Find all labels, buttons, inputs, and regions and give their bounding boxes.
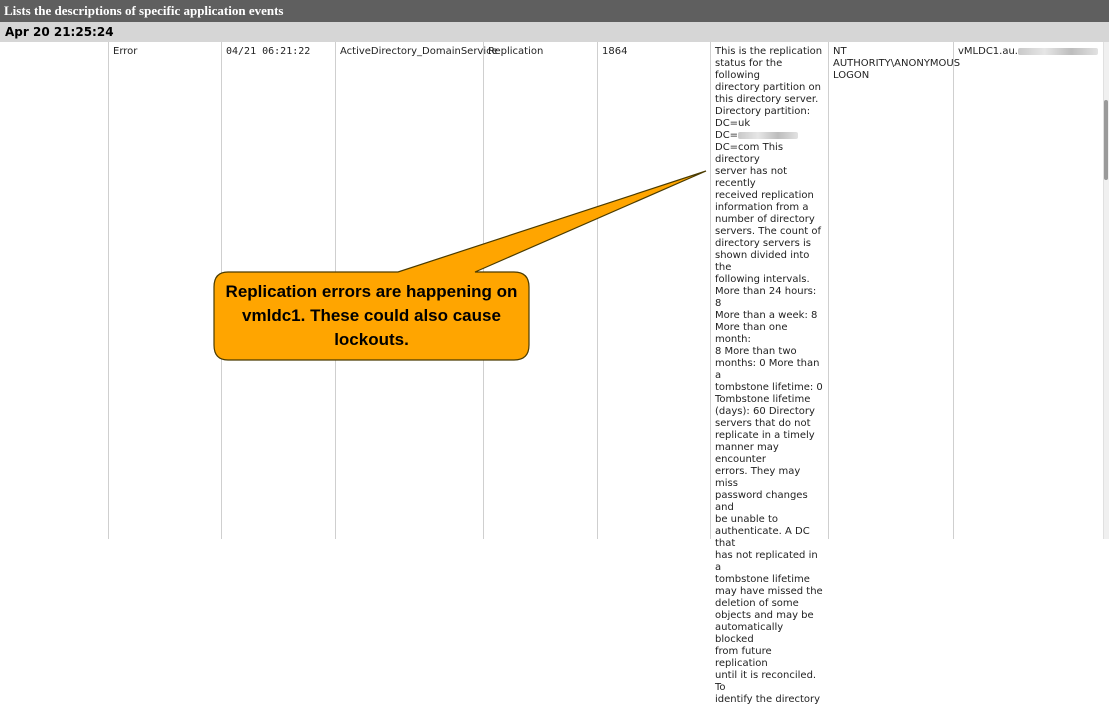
description-line: has not replicated in a <box>715 550 818 573</box>
description-line: automatically blocked <box>715 622 784 645</box>
description-line: More than one month: <box>715 322 788 345</box>
description-line: server has not recently <box>715 166 788 189</box>
group-date: Apr 20 21:25:24 <box>0 22 1109 42</box>
description-line: More than a week: 8 <box>715 310 818 321</box>
description-line: manner may encounter <box>715 442 779 465</box>
user-line: LOGON <box>833 70 870 81</box>
description-line: directory servers is <box>715 238 811 249</box>
event-time: 04/21 06:21:22 <box>226 46 311 57</box>
description-line: objects and may be <box>715 610 814 621</box>
description-line: be unable to <box>715 514 778 525</box>
description-line: tombstone lifetime <box>715 574 810 585</box>
description-line: directory partition on <box>715 82 821 93</box>
description-line: errors. They may miss <box>715 466 801 489</box>
description-line: servers that do not <box>715 418 811 429</box>
description-line: DC=uk <box>715 118 751 129</box>
callout-text: Replication errors are happening on vmldc1. These could also cause lockouts. <box>225 282 518 349</box>
description-line: Directory partition: <box>715 106 811 117</box>
description-line: shown divided into the <box>715 250 810 273</box>
description-line: months: 0 More than a <box>715 358 820 381</box>
event-computer: vMLDC1.au. <box>958 46 1018 57</box>
description-line: replicate in a timely <box>715 430 815 441</box>
description-line: authenticate. A DC that <box>715 526 810 549</box>
description-line: information from a <box>715 202 809 213</box>
description-line: More than 24 hours: 8 <box>715 286 817 309</box>
description-line: following intervals. <box>715 274 810 285</box>
description-line: deletion of some <box>715 598 799 609</box>
description-line: (days): 60 Directory <box>715 406 815 417</box>
description-line: status for the following <box>715 58 783 81</box>
description-line: until it is reconciled. To <box>715 670 817 693</box>
description-line: 8 More than two <box>715 346 797 357</box>
description-line: identify the directory <box>715 694 821 705</box>
event-type: Error <box>113 46 138 57</box>
description-line: tombstone lifetime: 0 <box>715 382 823 393</box>
description-line: from future replication <box>715 646 772 669</box>
description-line: servers. The count of <box>715 226 822 237</box>
description-line: DC= <box>715 130 825 142</box>
description-line: this directory server. <box>715 94 819 105</box>
description-line: Tombstone lifetime <box>715 394 811 405</box>
description-line: number of directory <box>715 214 815 225</box>
description-line: This is the replication <box>715 46 823 57</box>
user-line: NT <box>833 46 847 57</box>
panel-title: Lists the descriptions of specific application events <box>0 0 1109 22</box>
user-line: AUTHORITY\ANONYMOUS <box>833 58 961 69</box>
event-category: Replication <box>488 46 544 57</box>
description-line: DC=com This directory <box>715 142 784 165</box>
event-id: 1864 <box>602 46 628 57</box>
event-source: ActiveDirectory_DomainService <box>340 46 498 57</box>
description-line: may have missed the <box>715 586 823 597</box>
description-line: received replication <box>715 190 814 201</box>
description-line: password changes and <box>715 490 808 513</box>
